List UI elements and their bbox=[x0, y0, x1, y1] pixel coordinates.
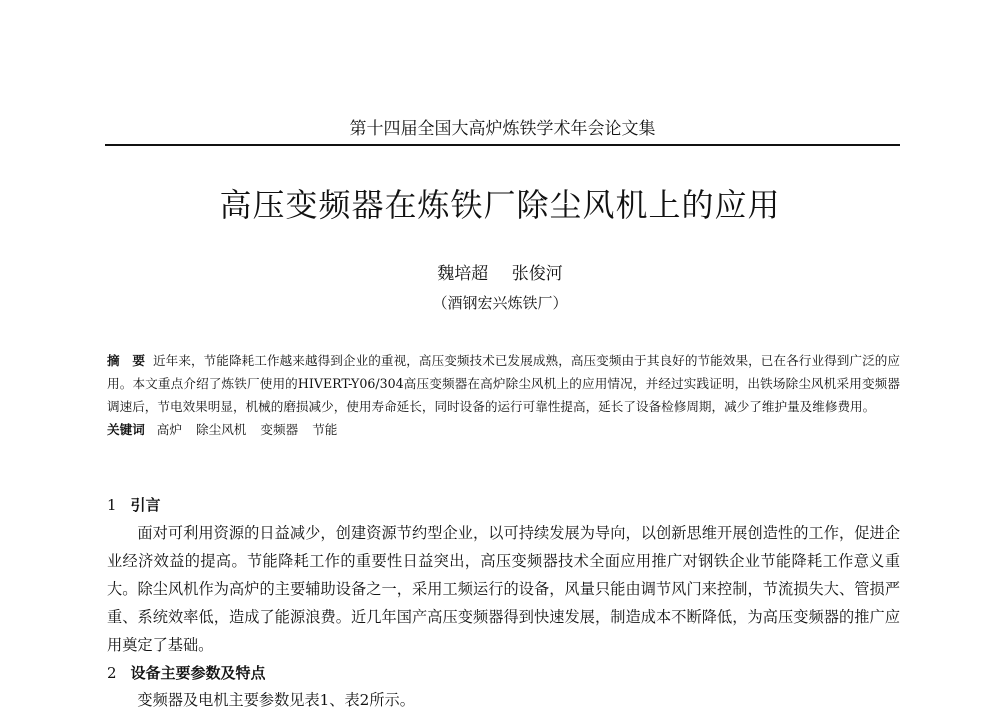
section-number: 1 bbox=[107, 496, 117, 514]
author-name: 张俊河 bbox=[511, 264, 563, 284]
keywords-line bbox=[107, 418, 900, 441]
section-paragraph: 变频器及电机主要参数见表1、表2所示。 bbox=[137, 691, 415, 709]
section-title: 设备主要参数及特点 bbox=[130, 664, 266, 682]
section-number: 2 bbox=[107, 664, 117, 682]
abstract-label: 摘 要 bbox=[107, 353, 145, 368]
keyword: 节能 bbox=[312, 422, 338, 437]
affiliation: （酒钢宏兴炼铁厂） bbox=[432, 294, 568, 312]
keyword: 高炉 bbox=[156, 422, 182, 437]
keyword: 变频器 bbox=[260, 422, 299, 437]
section-heading bbox=[107, 662, 266, 684]
section-title: 引言 bbox=[130, 496, 161, 514]
abstract-paragraph bbox=[107, 349, 900, 418]
section-heading bbox=[107, 494, 161, 516]
keywords-label: 关键词 bbox=[107, 422, 145, 437]
paper-title: 高压变频器在炼铁厂除尘风机上的应用 bbox=[219, 186, 781, 224]
authors bbox=[0, 262, 1000, 286]
keyword: 除尘风机 bbox=[196, 422, 247, 437]
author-name: 魏培超 bbox=[437, 264, 489, 284]
section-paragraph: 面对可利用资源的日益减少，创建资源节约型企业，以可持续发展为导向，以创新思维开展创造性的工作，促进企业经济效益的提高。节能降耗工作的重要性日益突出，高压变频器技术全面应用推广对钢铁企业节能降耗工作意义重大。除尘风机作为高炉的主要辅助设备之一，采用工频运行的设备，风量只能由调节风门来控制，节流损失大、管损严重、系统效率低，造成了能源浪费。近几年国产高压变频器得到快速发展，制造成本不断降低，为高压变频器的推广应用奠定了基础。 bbox=[107, 524, 900, 654]
running-header: 第十四届全国大高炉炼铁学术年会论文集 bbox=[105, 116, 900, 146]
abstract-text: 近年来，节能降耗工作越来越得到企业的重视，高压变频技术已发展成熟，高压变频由于其良好的节能效果，已在各行业得到广泛的应用。本文重点介绍了炼铁厂使用的HIVERT-Y06/304高压变频器在高炉除尘风机上的应用情况，并经过实践证明，出铁场除尘风机采用变频器调速后，节电效果明显，机械的磨损减少，使用寿命延长，同时设备的运行可靠性提高，延长了设备检修周期，减少了维护量及维修费用。 bbox=[107, 353, 901, 414]
abstract-block bbox=[107, 349, 900, 441]
